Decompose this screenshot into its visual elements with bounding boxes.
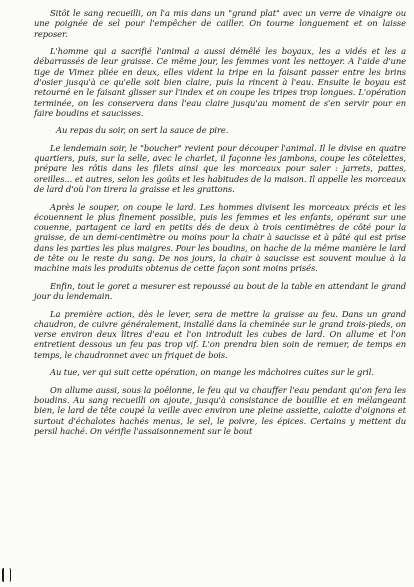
paragraph-evening-meal: Au repas du soir, on sert la sauce de pire. <box>56 125 229 136</box>
paragraph-rendering-fat: La première action, dès le lever, sera de mettre la graisse au feu. Dans un grand chaudron, de cuivre généralement, installé dans la cheminée sur le grand trois-pieds, on verse environ deux litres d'eau et l'on introduit les cubes de lard. On allume et l'on entretient dessous un feu pas trop vif. L'on prendra bien soin de remuer, de temps en temps, le chaudronnet avec un friquet de bois. <box>34 308 406 360</box>
paragraph-butchering: Le lendemain soir, le "boucher" revient pour découper l'animal. Il le divise en quatre quartiers, puis, sur la selle, avec le charlet, il façonne les jambons, coupe les côtelettes, prépare les rôtis dans les filets ainsi que les morceaux pour saler : jarrets, pattes, oreilles... et autres, selon les goûts et les habitudes de la maison. Il appelle les morceaux de lard d'où l'on tirera la graisse et les grattons. <box>34 142 406 195</box>
paragraph-next-day: Enfin, tout le goret a mesurer est repoussé au bout de la table en attendant le grand jour du lendemain. <box>34 280 406 302</box>
margin-mark <box>2 568 11 582</box>
paragraph-blood-collection: Sitôt le sang recueilli, on l'a mis dans un "grand plat" avec un verre de vinaigre ou une poignée de sel pour l'empêcher de cailler. On tourne longuement et on laisse reposer. <box>34 8 406 39</box>
paragraph-making-boudins: On allume aussi, sous la poêlonne, le feu qui va chauffer l'eau pendant qu'on fera les boudins. Au sang recueilli on ajoute, jusqu'à consistance de bouillie et en mélangeant bien, le lard de tête coupé la veille avec environ une pleine assiette, calotte d'oignons et surtout d'échalotes hachés menus, le sel, le poivre, les épices. Certains y mettent du persil haché. On vérifie l'assaisonnement sur le bout <box>34 384 406 436</box>
paragraph-grilled-jaws: Au tue, ver qui suit cette opération, on mange les mâchoires cuites sur le gril. <box>50 367 374 378</box>
paragraph-cutting-lard: Après le souper, on coupe le lard. Les hommes divisent les morceaux précis et les écouennent le plus finement possible, puis les femmes et les enfants, opérant sur une couenne, partagent ce lard en petits dés de deux à trois centimètres de côté pour la graisse, de un demi-centimètre ou moins pour la chair à saucisse et à pâté qui est prise dans les parties les plus maigres. Pour les boudins, on hache de la même manière le lard de tête ou le reste du sang. De nos jours, la chair à saucisse est souvent moulue à la machine mais les produits obtenus de cette façon sont moins prisés. <box>34 201 406 274</box>
handwritten-page <box>34 8 406 443</box>
paragraph-cleaning-guts: L'homme qui a sacrifié l'animal a aussi démêlé les boyaux, les a vidés et les a débarrassés de leur graisse. Ce même jour, les femmes vont les nettoyer. A l'aide d'une tige de Vimez pliée en deux, elles vident la tripe en la faisant passer entre les brins d'osier jusqu'à ce qu'elle soit bien claire, puis la rincent à l'eau. Ensuite le boyau est retourné en le faisant glisser sur l'index et on coupe les tripes trop longues. L'opération terminée, on les conservera dans l'eau claire jusqu'au moment de s'en servir pour en faire boudins et saucisses. <box>34 46 406 118</box>
